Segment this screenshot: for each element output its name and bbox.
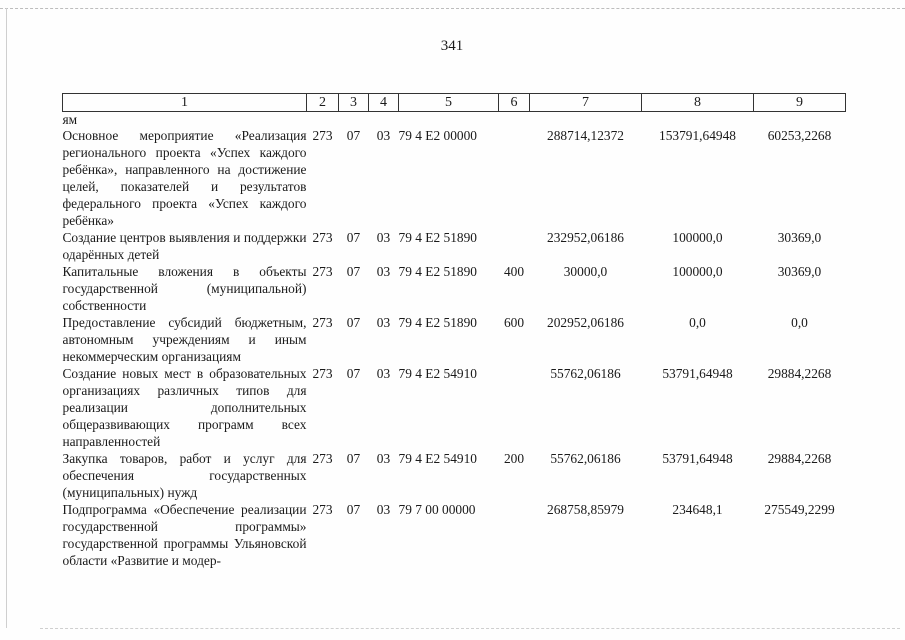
cell-amount-2: 153791,64948: [659, 128, 736, 143]
cell-expense-type: [499, 365, 530, 450]
cell-expense-type: [499, 127, 530, 229]
cell-target-code: 79 4 E2 54910: [398, 366, 477, 381]
column-header: 6: [499, 94, 530, 112]
column-header: 5: [399, 94, 499, 112]
row-name: Создание новых мест в образовательных организациях различных типов для реализации дополнительных общеразвивающих программ всех направленностей: [62, 366, 307, 449]
cell-amount-1: 232952,06186: [547, 230, 624, 245]
cell-target-code: 79 4 E2 51890: [398, 264, 477, 279]
column-header: 1: [63, 94, 307, 112]
cell-ministry: 273: [312, 502, 333, 517]
cell-amount-1: 55762,06186: [550, 451, 621, 466]
cell-amount-1: 55762,06186: [550, 366, 621, 381]
table-row: [63, 263, 846, 314]
cell-amount-3: 275549,2299: [764, 502, 835, 517]
cell-section: 07: [346, 315, 361, 330]
cell-section: 07: [346, 230, 361, 245]
cell-expense-type: 400: [503, 264, 525, 279]
cell-ministry: 273: [312, 128, 333, 143]
column-header: 8: [642, 94, 754, 112]
table-row: [63, 127, 846, 229]
table-row: [63, 365, 846, 450]
cell-target-code: 79 4 E2 51890: [398, 230, 477, 245]
cell-section: 07: [346, 451, 361, 466]
cell-subsection: 03: [376, 315, 391, 330]
column-header: 9: [754, 94, 846, 112]
cell-expense-type: [499, 501, 530, 569]
cell-subsection: 03: [376, 264, 391, 279]
cell-amount-3: 30369,0: [777, 264, 822, 279]
cell-expense-type: 600: [503, 315, 525, 330]
cell-amount-3: 30369,0: [777, 230, 822, 245]
cell-amount-2: 100000,0: [672, 264, 723, 279]
cell-amount-1: 288714,12372: [547, 128, 624, 143]
table-row: [63, 501, 846, 569]
cell-amount-1: 202952,06186: [547, 315, 624, 330]
cell-amount-3: 29884,2268: [767, 451, 832, 466]
cell-amount-3: 60253,2268: [767, 128, 832, 143]
page-number: 341: [440, 38, 464, 54]
cell-amount-1: 30000,0: [563, 264, 608, 279]
cell-section: 07: [346, 502, 361, 517]
cell-target-code: 79 7 00 00000: [398, 502, 476, 517]
scan-edge-bottom: [40, 628, 900, 629]
row-name: Предоставление субсидий бюджетным, автономным учреждениям и иным некоммерческим организациям: [62, 315, 307, 364]
cell-target-code: 79 4 E2 51890: [398, 315, 477, 330]
scan-edge-left: [6, 8, 7, 628]
continuation-row: [63, 112, 846, 128]
cell-amount-3: 0,0: [791, 315, 808, 330]
table-row: [63, 314, 846, 365]
cell-ministry: 273: [312, 264, 333, 279]
cell-target-code: 79 4 E2 00000: [398, 128, 477, 143]
cell-ministry: 273: [312, 366, 333, 381]
column-header: 2: [307, 94, 339, 112]
cell-subsection: 03: [376, 502, 391, 517]
column-header: 3: [339, 94, 369, 112]
row-name: Капитальные вложения в объекты государственной (муниципальной) собственности: [62, 264, 307, 313]
cell-amount-2: 234648,1: [672, 502, 723, 517]
table-row: [63, 229, 846, 263]
cell-section: 07: [346, 366, 361, 381]
cell-ministry: 273: [312, 315, 333, 330]
cell-amount-2: 100000,0: [672, 230, 723, 245]
cell-section: 07: [346, 128, 361, 143]
table-header-row: [63, 94, 846, 112]
cell-amount-2: 53791,64948: [662, 451, 733, 466]
cell-subsection: 03: [376, 128, 391, 143]
column-header: 7: [530, 94, 642, 112]
cell-subsection: 03: [376, 366, 391, 381]
cell-amount-2: 53791,64948: [662, 366, 733, 381]
cell-section: 07: [346, 264, 361, 279]
cell-ministry: 273: [312, 451, 333, 466]
scan-edge-top: [0, 8, 905, 9]
row-name: Создание центров выявления и поддержки одарённых детей: [62, 230, 307, 262]
cell-amount-2: 0,0: [689, 315, 706, 330]
continuation-text: ям: [62, 112, 78, 127]
cell-amount-1: 268758,85979: [547, 502, 624, 517]
cell-subsection: 03: [376, 230, 391, 245]
row-name: Основное мероприятие «Реализация регионального проекта «Успех каждого ребёнка», направленного на достижение целей, показателей и результатов федерального проекта «Успех каждого ребёнка»: [62, 128, 307, 228]
cell-target-code: 79 4 E2 54910: [398, 451, 477, 466]
table-row: [63, 450, 846, 501]
column-header: 4: [369, 94, 399, 112]
cell-subsection: 03: [376, 451, 391, 466]
budget-table: [62, 93, 846, 569]
cell-ministry: 273: [312, 230, 333, 245]
cell-expense-type: 200: [503, 451, 525, 466]
cell-expense-type: [499, 229, 530, 263]
row-name: Подпрограмма «Обеспечение реализации государственной программы» государственной программы Ульяновской области «Развитие и модер-: [62, 502, 307, 568]
cell-amount-3: 29884,2268: [767, 366, 832, 381]
row-name: Закупка товаров, работ и услуг для обеспечения государственных (муниципальных) нужд: [62, 451, 307, 500]
